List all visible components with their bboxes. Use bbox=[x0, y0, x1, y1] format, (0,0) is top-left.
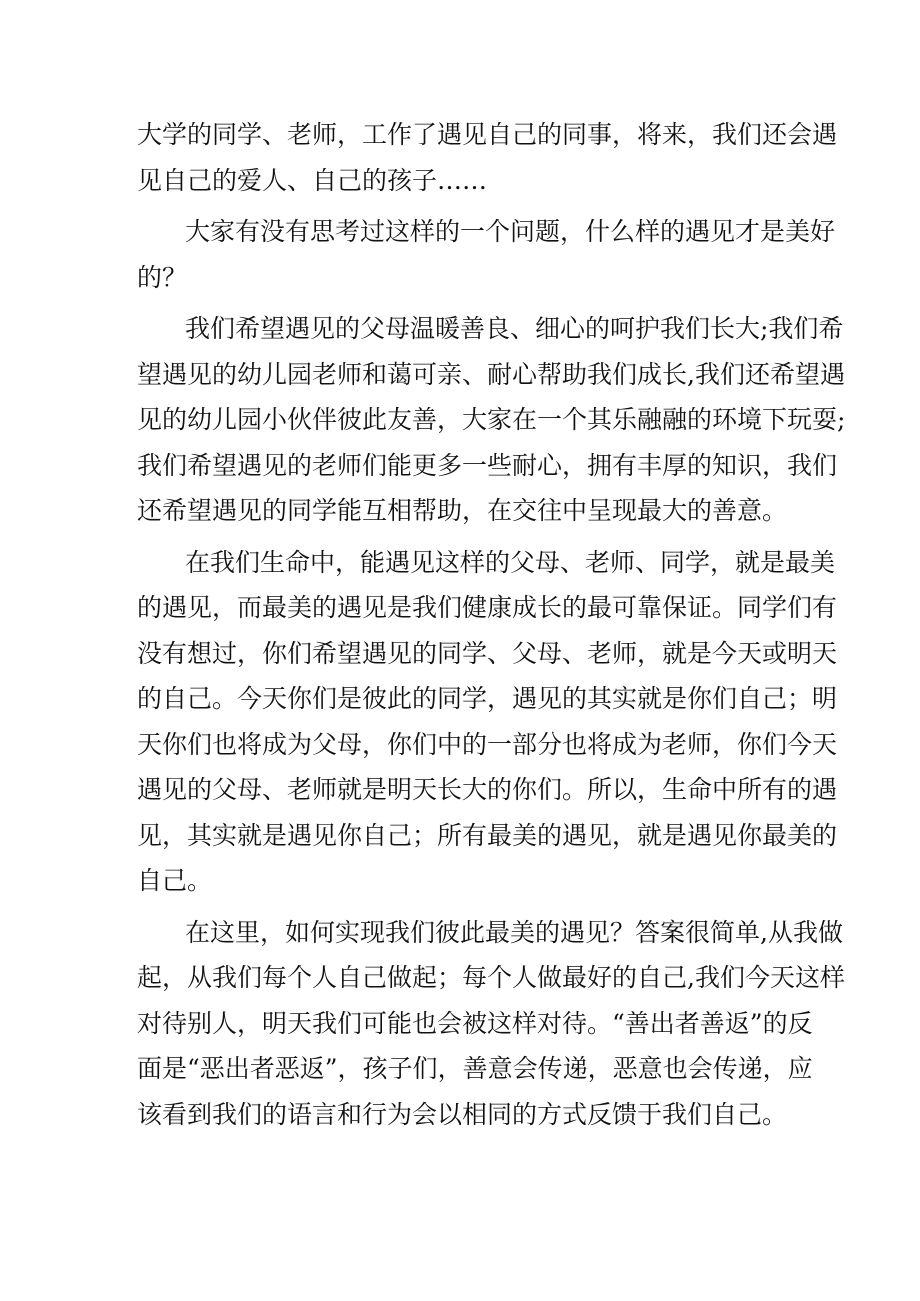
text-line: 对待别人，明天我们可能也会被这样对待。“善出者善返”的反 bbox=[137, 1008, 813, 1038]
text-line: 见自己的爱人、自己的孩子…… bbox=[137, 165, 488, 195]
text-line: 的自己。今天你们是彼此的同学，遇见的其实就是你们自己；明 bbox=[137, 684, 838, 713]
paragraph bbox=[137, 209, 836, 300]
paragraph bbox=[137, 112, 838, 203]
text-line: 的遇见，而最美的遇见是我们健康成长的最可靠保证。同学们有 bbox=[137, 593, 838, 622]
text-line: 在这里，如何实现我们彼此最美的遇见？答案很简单,从我做 bbox=[185, 917, 843, 947]
text-line: 没有想过，你们希望遇见的同学、父母、老师，就是今天或明天 bbox=[137, 638, 838, 668]
text-line: 还希望遇见的同学能互相帮助，在交往中呈现最大的善意。 bbox=[137, 496, 788, 525]
text-line: 见，其实就是遇见你自己；所有最美的遇见，就是遇见你最美的 bbox=[137, 820, 838, 850]
text-line: 在我们生命中，能遇见这样的父母、老师、同学，就是最美 bbox=[185, 547, 836, 577]
paragraph bbox=[137, 306, 846, 534]
body-text bbox=[137, 112, 846, 1137]
text-line: 大家有没有思考过这样的一个问题，什么样的遇见才是美好 bbox=[185, 217, 836, 246]
text-line: 见的幼儿园小伙伴彼此友善，大家在一个其乐融融的环境下玩耍; bbox=[137, 405, 846, 434]
text-line: 遇见的父母、老师就是明天长大的你们。所以，生命中所有的遇 bbox=[137, 775, 838, 804]
text-line: 望遇见的幼儿园老师和蔼可亲、耐心帮助我们成长,我们还希望遇 bbox=[137, 359, 845, 389]
text-line: 起，从我们每个人自己做起；每个人做最好的自己,我们今天这样 bbox=[137, 963, 845, 992]
text-line: 我们希望遇见的老师们能更多一些耐心，拥有丰厚的知识，我们 bbox=[137, 450, 838, 480]
text-line: 大学的同学、老师，工作了遇见自己的同事，将来，我们还会遇 bbox=[137, 120, 838, 149]
paragraph bbox=[137, 910, 845, 1138]
text-line: 自己。 bbox=[137, 866, 213, 895]
text-line: 我们希望遇见的父母温暖善良、细心的呵护我们长大;我们希 bbox=[185, 314, 844, 343]
text-line: 的？ bbox=[137, 262, 188, 292]
text-line: 该看到我们的语言和行为会以相同的方式反馈于我们自己。 bbox=[137, 1099, 788, 1129]
paragraph bbox=[137, 540, 838, 904]
text-line: 天你们也将成为父母，你们中的一部分也将成为老师，你们今天 bbox=[137, 729, 838, 759]
text-line: 面是“恶出者恶返”，孩子们，善意会传递，恶意也会传递，应 bbox=[137, 1054, 813, 1083]
